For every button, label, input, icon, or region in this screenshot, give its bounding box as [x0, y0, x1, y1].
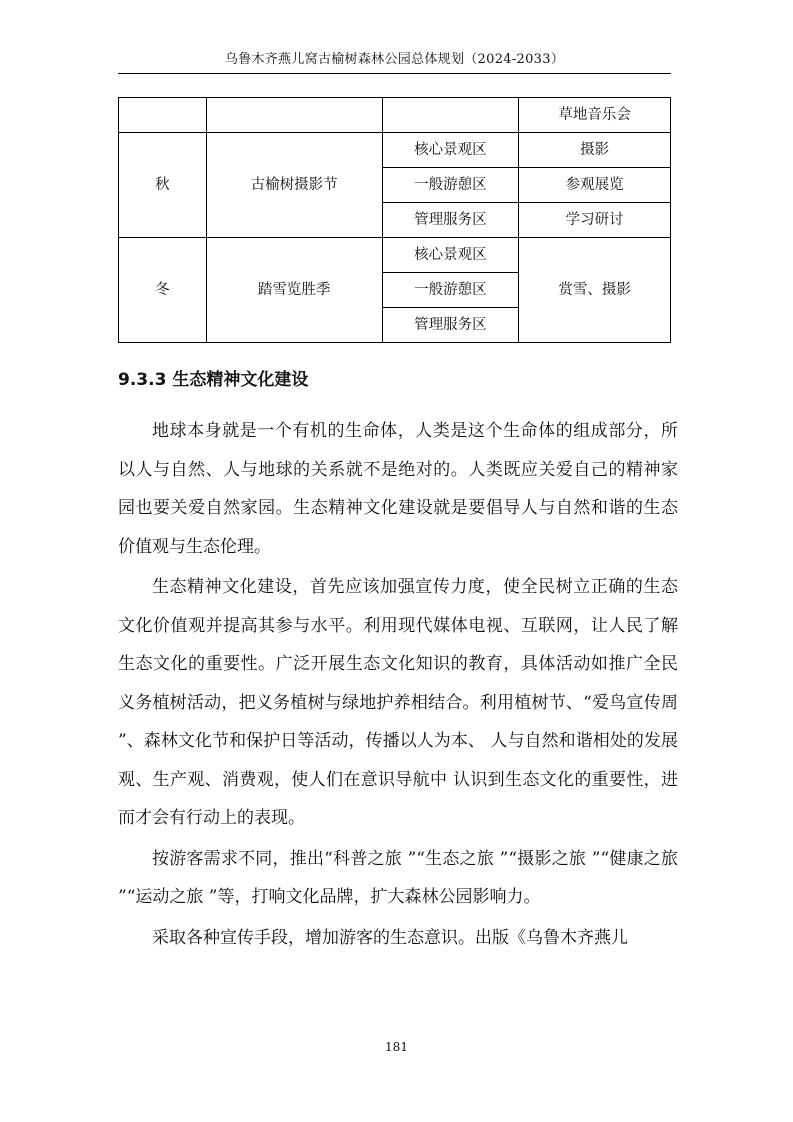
zone-cell: 核心景观区	[382, 238, 519, 273]
section-heading: 9.3.3 生态精神文化建设	[118, 370, 309, 390]
activity-cell: 参观展览	[519, 168, 671, 203]
page-header: 乌鲁木齐燕儿窝古榆树森林公园总体规划（2024-2033）	[224, 52, 565, 67]
activity-cell-winter: 赏雪、摄影	[519, 238, 671, 343]
zone-cell: 管理服务区	[382, 308, 519, 343]
zone-cell: 一般游憩区	[382, 168, 519, 203]
season-cell-autumn: 秋	[119, 133, 207, 238]
body-text	[118, 412, 678, 959]
paragraph: 地球本身就是一个有机的生命体，人类是这个生命体的组成部分，所以人与自然、人与地球的关系就不是绝对的。人类既应关爱自己的精神家园也要关爱自然家园。生态精神文化建设就是要倡导人与自然和谐的生态价值观与生态伦理。	[118, 421, 678, 557]
header-rule	[118, 73, 671, 74]
zone-cell: 核心景观区	[382, 133, 519, 168]
activity-cell: 学习研讨	[519, 203, 671, 238]
table-cell	[119, 98, 207, 133]
activity-table	[118, 97, 671, 343]
table-row	[119, 238, 671, 273]
table-cell	[206, 98, 382, 133]
zone-cell: 管理服务区	[382, 203, 519, 238]
paragraph: 按游客需求不同，推出“科普之旅 ”“生态之旅 ”“摄影之旅 ”“健康之旅 ”“运动之旅 ”等，打响文化品牌，扩大森林公园影响力。	[118, 848, 678, 907]
event-cell-winter: 踏雪览胜季	[206, 238, 382, 343]
table-row	[119, 133, 671, 168]
page-number: 181	[385, 1040, 408, 1054]
season-cell-winter: 冬	[119, 238, 207, 343]
activity-cell: 摄影	[519, 133, 671, 168]
table-cell	[382, 98, 519, 133]
table-cell: 草地音乐会	[519, 98, 671, 133]
paragraph: 采取各种宣传手段，增加游客的生态意识。出版《乌鲁木齐燕儿	[152, 927, 628, 948]
table-row	[119, 98, 671, 133]
paragraph: 生态精神文化建设，首先应该加强宣传力度，使全民树立正确的生态文化价值观并提高其参与水平。利用现代媒体电视、互联网，让人民了解生态文化的重要性。广泛开展生态文化知识的教育，具体活动如推广全民义务植树活动，把义务植树与绿地护养相结合。利用植树节、“爱鸟宣传周 ”、森林文化节和保护日等活动，传播以人为本、 人与自然和谐相处的发展观、生产观、消费观，使人们在意识导航中 认识到生态文化的重要性，进而才会有行动上的表现。	[118, 577, 678, 828]
event-cell-autumn: 古榆树摄影节	[206, 133, 382, 238]
zone-cell: 一般游憩区	[382, 273, 519, 308]
